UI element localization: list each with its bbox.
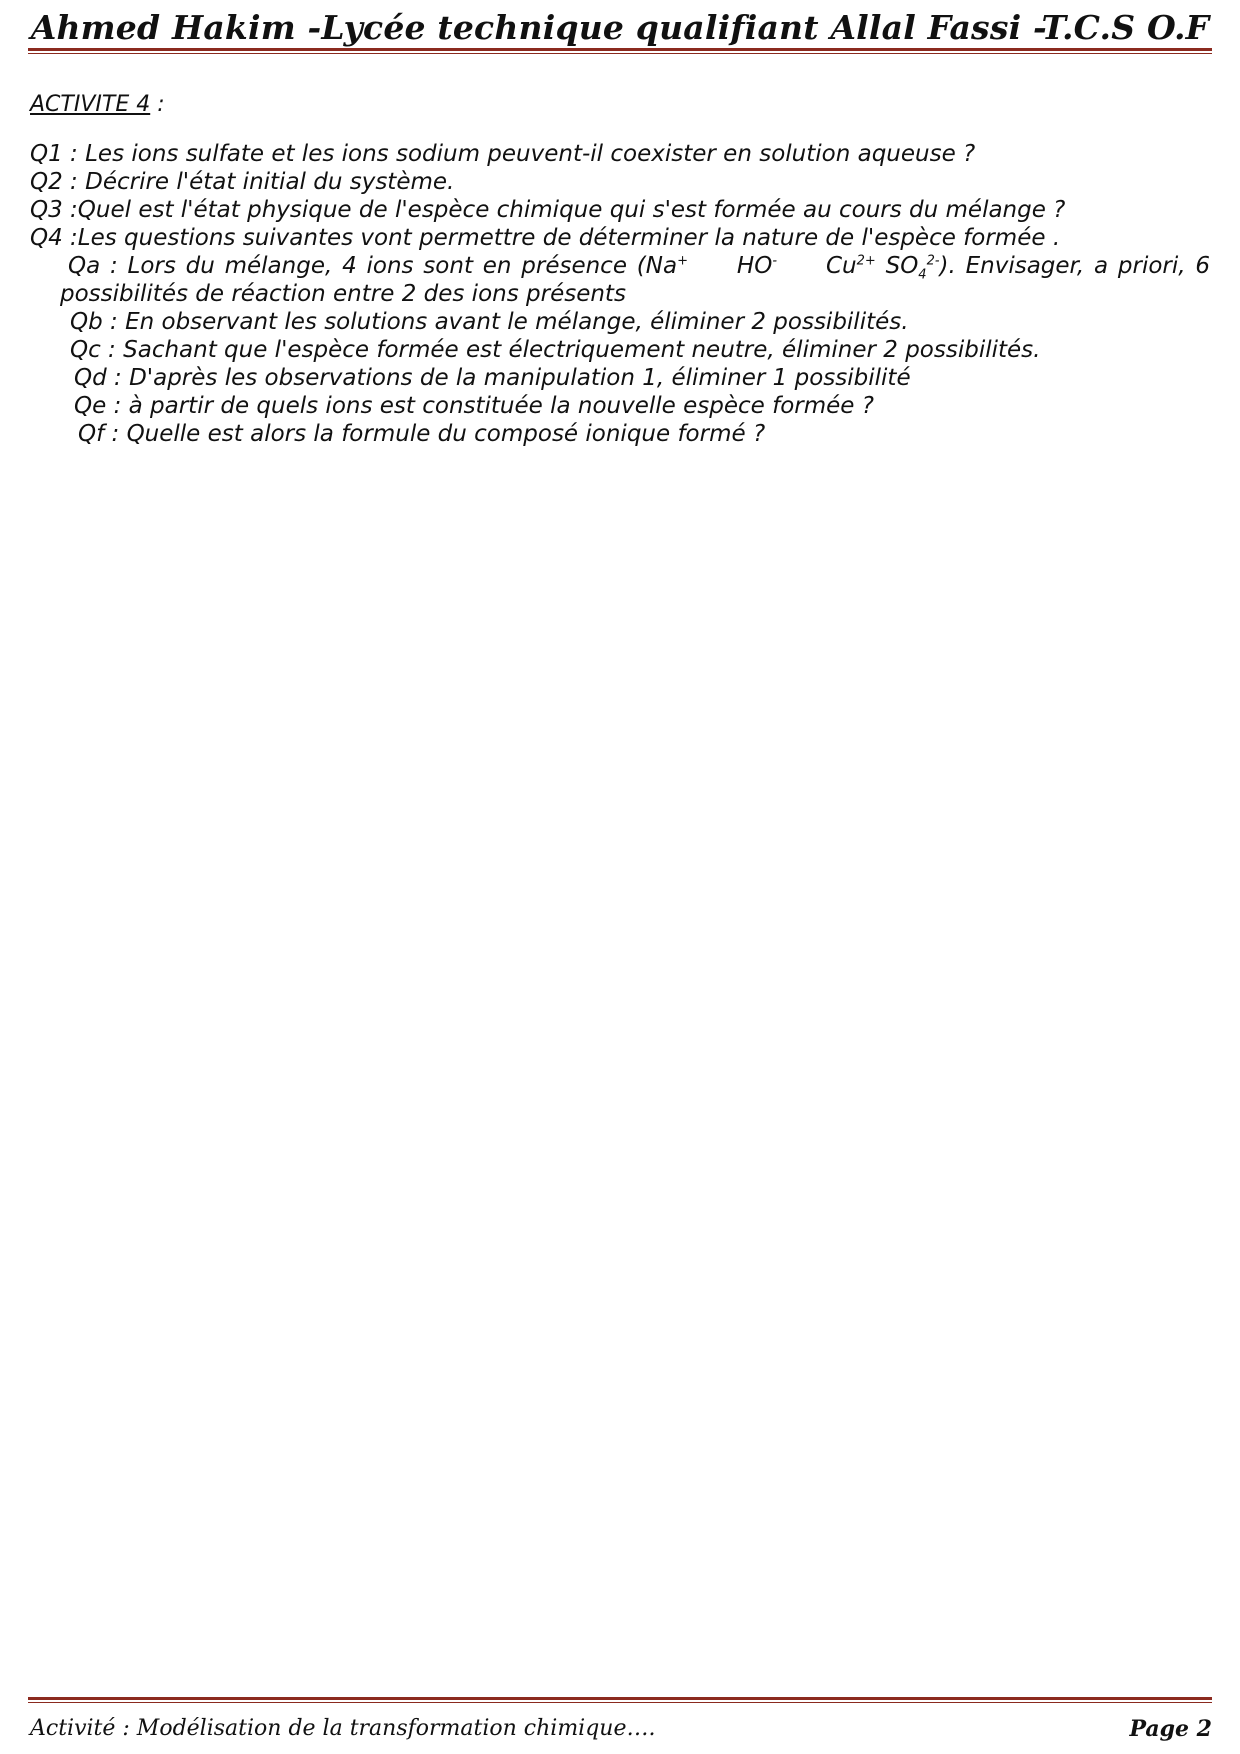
ion-sodium-charge: + <box>677 253 688 269</box>
ion-hydroxide: HO <box>736 253 773 279</box>
activity-heading <box>30 92 165 117</box>
header-rule-thin <box>28 53 1212 54</box>
ion-sulfate-index: 4 <box>918 267 927 283</box>
footer-page-number: Page 2 <box>1129 1716 1212 1742</box>
question-qa <box>68 253 1210 283</box>
question-qc: Qc : Sachant que l'espèce formée est électriquement neutre, éliminer 2 possibilités. <box>70 337 1041 363</box>
activity-heading-label: ACTIVITE 4 <box>30 92 151 117</box>
question-qb: Qb : En observant les solutions avant le mélange, éliminer 2 possibilités. <box>70 309 909 335</box>
question-qf: Qf : Quelle est alors la formule du composé ionique formé ? <box>78 421 766 447</box>
ion-copper-charge: 2+ <box>856 253 876 269</box>
question-q2: Q2 : Décrire l'état initial du système. <box>30 169 455 195</box>
footer-activity-title: Activité : Modélisation de la transformation chimique…. <box>30 1716 656 1741</box>
ion-sodium: Na <box>645 253 678 279</box>
question-q1: Q1 : Les ions sulfate et les ions sodium peuvent-il coexister en solution aqueuse ? <box>30 141 976 167</box>
question-q3: Q3 :Quel est l'état physique de l'espèce chimique qui s'est formée au cours du mélange ? <box>30 197 1066 223</box>
ion-copper: Cu <box>825 253 857 279</box>
ion-sulfate: SO <box>885 253 919 279</box>
question-q4: Q4 :Les questions suivantes vont permettre de déterminer la nature de l'espèce formée . <box>30 225 1061 251</box>
page-header-title: Ahmed Hakim -Lycée technique qualifiant Allal Fassi -T.C.S O.F <box>30 8 1210 47</box>
activity-heading-colon: : <box>150 92 165 117</box>
qa-suffix: ). Envisager, a priori, 6 <box>939 253 1210 279</box>
footer-rule-thin <box>28 1702 1212 1703</box>
ion-sulfate-charge: 2- <box>926 253 940 269</box>
qa-prefix: Qa : Lors du mélange, 4 ions sont en présence ( <box>68 253 646 279</box>
header-rule-thick <box>28 48 1212 51</box>
question-qe: Qe : à partir de quels ions est constituée la nouvelle espèce formée ? <box>74 393 874 419</box>
ion-hydroxide-charge: - <box>772 253 778 269</box>
question-qd: Qd : D'après les observations de la manipulation 1, éliminer 1 possibilité <box>74 365 911 391</box>
footer-rule-thick <box>28 1697 1212 1700</box>
question-qa-line2: possibilités de réaction entre 2 des ions présents <box>60 281 626 307</box>
